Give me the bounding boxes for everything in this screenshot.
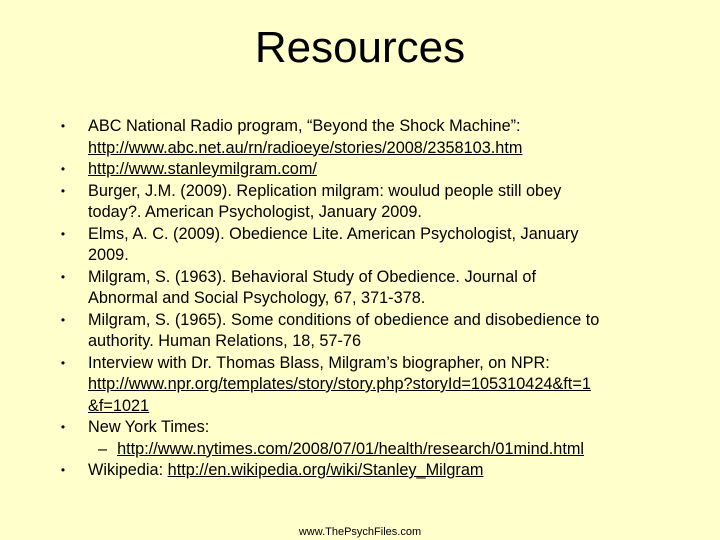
bullet-icon: • [60, 355, 66, 370]
resource-text: 2009. [88, 246, 129, 264]
list-item [58, 181, 668, 224]
resource-text: Elms, A. C. (2009). Obedience Lite. American Psychologist, January [88, 224, 579, 243]
resource-text: Interview with Dr. Thomas Blass, Milgram’s biographer, on NPR: [88, 353, 550, 372]
resource-text: ABC National Radio program, “Beyond the Shock Machine”: [88, 117, 521, 135]
list-item [58, 310, 668, 353]
resource-link-nytimes[interactable]: http://www.nytimes.com/2008/07/01/health/research/01mind.html [117, 439, 585, 458]
list-item [58, 353, 668, 418]
resource-link-stanleymilgram[interactable]: http://www.stanleymilgram.com/ [88, 160, 317, 178]
list-item [58, 224, 668, 267]
bullet-icon: • [60, 226, 66, 241]
dash-icon: – [98, 439, 108, 458]
resource-text: Burger, J.M. (2009). Replication milgram: woulud people still obey [88, 181, 562, 200]
resource-text: Wikipedia: [88, 461, 168, 479]
list-item [58, 159, 668, 181]
bullet-icon: • [60, 463, 66, 477]
bullet-icon: • [60, 312, 66, 327]
bullet-icon: • [60, 269, 66, 284]
list-item [58, 460, 668, 482]
bullet-icon: • [60, 162, 66, 176]
resource-link-abc[interactable]: http://www.abc.net.au/rn/radioeye/stories/2008/2358103.htm [88, 138, 523, 157]
resource-line [88, 460, 668, 482]
resource-link-npr[interactable]: http://www.npr.org/templates/story/story.php?storyId=105310424&ft=1 [88, 375, 591, 393]
bullet-icon: • [60, 119, 66, 133]
resource-link-npr-cont[interactable]: &f=1021 [88, 396, 150, 415]
bullet-icon: • [60, 420, 66, 434]
resource-text: authority. Human Relations, 18, 57-76 [88, 332, 362, 350]
bullet-icon: • [60, 183, 66, 198]
list-item [58, 116, 668, 159]
resource-text: Abnormal and Social Psychology, 67, 371-378. [88, 289, 426, 307]
resource-list [58, 116, 668, 482]
list-item [58, 417, 668, 460]
sub-item [88, 439, 668, 461]
resource-link-wikipedia[interactable]: http://en.wikipedia.org/wiki/Stanley_Milgram [167, 461, 484, 479]
slide-title: Resources [254, 23, 466, 72]
resource-text: Milgram, S. (1965). Some conditions of obedience and disobedience to [88, 310, 600, 329]
resource-text: New York Times: [88, 418, 210, 436]
resource-text: Milgram, S. (1963). Behavioral Study of Obedience. Journal of [88, 267, 536, 286]
footer-url: www.ThePsychFiles.com [298, 526, 422, 538]
list-item [58, 267, 668, 310]
resource-text: today?. American Psychologist, January 2009. [88, 203, 422, 221]
